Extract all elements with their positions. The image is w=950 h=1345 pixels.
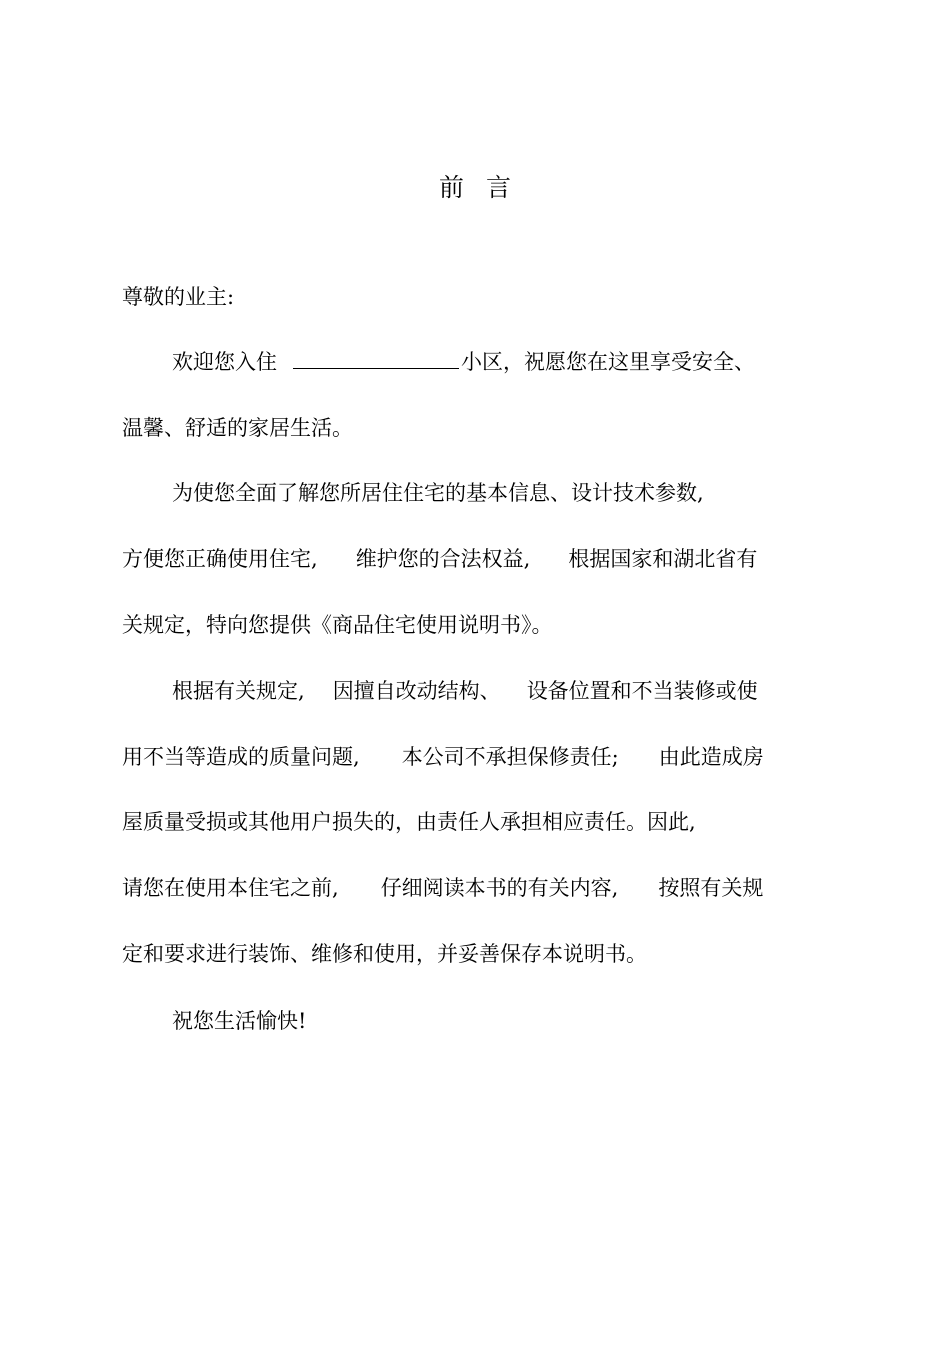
paragraph-3-line-5: 定和要求进行装饰、维修和使用，并妥善保存本说明书。 bbox=[122, 942, 647, 966]
p2-seg-c: 根据国家和湖北省有 bbox=[568, 547, 758, 571]
welcome-text: 欢迎您入住 bbox=[172, 350, 277, 374]
p3-seg-f: 由此造成房 bbox=[658, 745, 764, 769]
welcome-text-cont: 小区，祝愿您在这里享受安全、 bbox=[461, 350, 755, 374]
p3-seg-g: 请您在使用本住宅之前, bbox=[122, 876, 339, 900]
paragraph-1-line-2: 温馨、舒适的家居生活。 bbox=[122, 416, 353, 440]
paragraph-1-line-1 bbox=[172, 347, 755, 377]
p2-seg-b: 维护您的合法权益, bbox=[355, 547, 531, 571]
paragraph-3-line-2 bbox=[122, 742, 764, 772]
paragraph-3-line-1 bbox=[172, 676, 758, 706]
paragraph-3-line-4 bbox=[122, 873, 763, 903]
p3-seg-i: 按照有关规 bbox=[658, 876, 764, 900]
p3-seg-a: 根据有关规定, bbox=[172, 679, 305, 703]
paragraph-2-line-2 bbox=[122, 544, 757, 574]
paragraph-2-line-3: 关规定，特向您提供《商品住宅使用说明书》。 bbox=[122, 613, 553, 637]
p3-seg-c: 设备位置和不当装修或使 bbox=[526, 679, 758, 703]
p3-seg-h: 仔细阅读本书的有关内容, bbox=[380, 876, 619, 900]
community-name-blank bbox=[293, 350, 459, 369]
paragraph-2-line-1: 为使您全面了解您所居住住宅的基本信息、设计技术参数, bbox=[172, 481, 704, 505]
paragraph-3-line-3: 屋质量受损或其他用户损失的，由责任人承担相应责任。因此, bbox=[122, 810, 696, 834]
salutation: 尊敬的业主: bbox=[122, 285, 235, 309]
page-title: 前言 bbox=[438, 173, 533, 202]
p3-seg-b: 因擅自改动结构、 bbox=[332, 679, 501, 703]
p3-seg-d: 用不当等造成的质量问题, bbox=[122, 745, 360, 769]
p2-seg-a: 方便您正确使用住宅, bbox=[122, 547, 318, 571]
p3-seg-e: 本公司不承担保修责任; bbox=[401, 745, 619, 769]
closing-line: 祝您生活愉快! bbox=[172, 1009, 307, 1033]
